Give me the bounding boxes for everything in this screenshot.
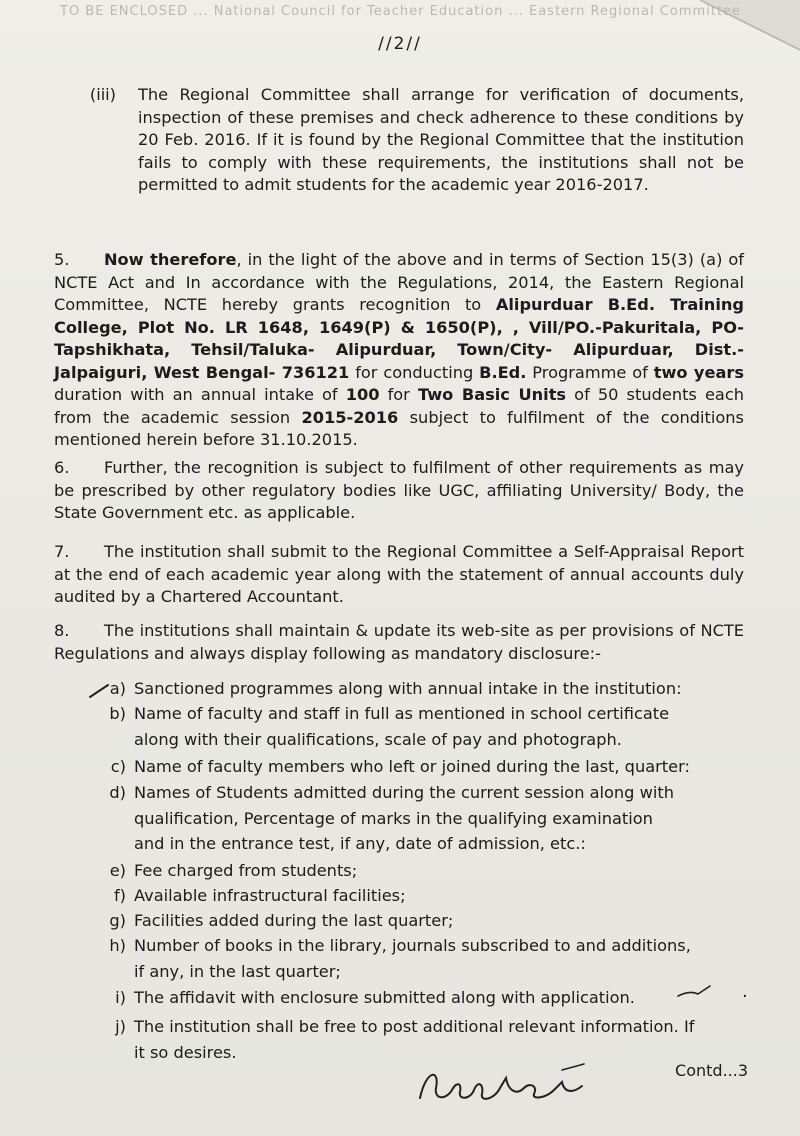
handwritten-signature-icon — [412, 1060, 602, 1110]
disclosure-text-cont: qualification, Percentage of marks in the qualifying examination — [134, 808, 653, 828]
disclosure-text: The institution shall be free to post additional relevant information. If — [134, 1017, 695, 1036]
disclosure-label: d) — [109, 783, 126, 802]
handwritten-pen-mark-icon — [676, 984, 712, 1000]
paragraph-text: Further, the recognition is subject to fulfilment of other requirements as may be prescribed by other regulatory bodies like UGC, affiliating University/ Body, the State Government etc. as applicable. — [54, 458, 744, 522]
paragraph-number: 7. — [54, 542, 70, 561]
disclosure-item-f — [100, 883, 740, 909]
paragraph-text: The institutions shall maintain & update its web-site as per provisions of NCTE Regulations and always display following as mandatory disclosure:- — [54, 621, 744, 663]
paragraph-8 — [54, 620, 744, 665]
disclosure-label: h) — [109, 936, 126, 955]
disclosure-text-cont: if any, in the last quarter; — [134, 961, 341, 981]
programme-duration: two years — [653, 362, 744, 382]
disclosure-text: Names of Students admitted during the current session along with — [134, 783, 674, 802]
paragraph-text: for conducting — [349, 362, 480, 382]
paragraph-7 — [54, 541, 744, 609]
paragraph-6 — [54, 457, 744, 525]
paragraph-5 — [54, 249, 744, 452]
disclosure-item-d — [100, 780, 740, 857]
disclosure-item-b — [100, 701, 740, 752]
paragraph-text: The institution shall submit to the Regional Committee a Self-Appraisal Report at the end of each academic year along with the statement of annual accounts duly audited by a Chartered Accountant. — [54, 542, 744, 606]
disclosure-item-i — [100, 985, 740, 1011]
condition-text: The Regional Committee shall arrange for verification of documents, inspection of these premises and check adherence to these conditions by 20 Feb. 2016. If it is found by the Regional Committee that the institution fails to comply with these requirements, the institutions shall not be permitted to admit students for the academic year 2016-2017. — [138, 85, 744, 194]
disclosure-text: Available infrastructural facilities; — [134, 886, 406, 905]
disclosure-label: b) — [109, 704, 126, 723]
paragraph-number: 5. — [54, 250, 70, 269]
condition-item-iii — [82, 84, 744, 197]
paragraph-lead: Now therefore — [104, 250, 237, 269]
paragraph-number: 8. — [54, 621, 70, 640]
disclosure-text-cont: it so desires. — [134, 1042, 237, 1062]
paragraph-text: of 50 students each from the academic session — [54, 385, 744, 427]
disclosure-text: Number of books in the library, journals subscribed to and additions, — [134, 936, 691, 955]
paragraph-text: , in the light of the above and in terms of Section 15(3) (a) of NCTE Act and In accordance with the Regulations, 2014, the Eastern Regional Committee, NCTE hereby grants recognition to — [54, 250, 744, 314]
handwritten-tick-icon — [88, 683, 110, 701]
disclosure-label: g) — [109, 911, 126, 930]
disclosure-label: f) — [113, 886, 126, 905]
disclosure-item-h — [100, 933, 740, 984]
programme-name: B.Ed. — [479, 362, 527, 382]
disclosure-label: a) — [109, 679, 126, 698]
disclosure-text: Name of faculty and staff in full as mentioned in school certificate — [134, 704, 670, 723]
disclosure-text-cont: along with their qualifications, scale of pay and photograph. — [134, 729, 622, 749]
disclosure-item-c — [100, 754, 740, 780]
condition-label: (iii) — [89, 85, 116, 104]
disclosure-item-g — [100, 908, 740, 934]
basic-units: Two Basic Units — [417, 385, 567, 404]
paragraph-text: duration with an annual intake of — [54, 385, 346, 404]
paragraph-number: 6. — [54, 458, 70, 477]
paragraph-text: Programme of — [526, 362, 654, 382]
disclosure-item-j — [100, 1014, 740, 1065]
disclosure-text: Sanctioned programmes along with annual intake in the institution: — [134, 679, 682, 698]
bleed-through-header: TO BE ENCLOSED ... National Council for Teacher Education ... Eastern Regional Committee — [60, 4, 741, 19]
disclosure-label: c) — [110, 757, 126, 776]
disclosure-text: The affidavit with enclosure submitted along with application. — [134, 988, 635, 1007]
institution-name: Alipurduar B.Ed. Training College, Plot No. LR 1648, 1649(P) & 1650(P), , Vill/PO.-Pakuritala, PO-Tapshikhata, Tehsil/Taluka- Alipurduar, Town/City- Alipurduar, Dist.- Jalpaiguri, West Bengal- 736121 — [54, 295, 744, 382]
disclosure-item-e — [100, 858, 740, 884]
academic-session: 2015-2016 — [301, 407, 399, 427]
continued-marker: Contd...3 — [675, 1061, 748, 1080]
disclosure-label: i) — [115, 988, 126, 1007]
disclosure-label: e) — [109, 861, 126, 880]
annual-intake: 100 — [345, 385, 380, 404]
disclosure-label: j) — [115, 1017, 126, 1036]
disclosure-text: Name of faculty members who left or joined during the last, quarter: — [134, 757, 690, 776]
paragraph-text: subject to fulfilment of the conditions mentioned herein before 31.10.2015. — [54, 407, 744, 449]
disclosure-item-a — [100, 676, 740, 702]
disclosure-text: Fee charged from students; — [134, 861, 358, 880]
page-number: //2// — [378, 34, 422, 54]
paragraph-text: for — [379, 385, 418, 404]
pen-dot: · — [742, 986, 748, 1007]
disclosure-text-cont: and in the entrance test, if any, date of admission, etc.: — [134, 834, 586, 853]
disclosure-text: Facilities added during the last quarter; — [134, 911, 454, 930]
